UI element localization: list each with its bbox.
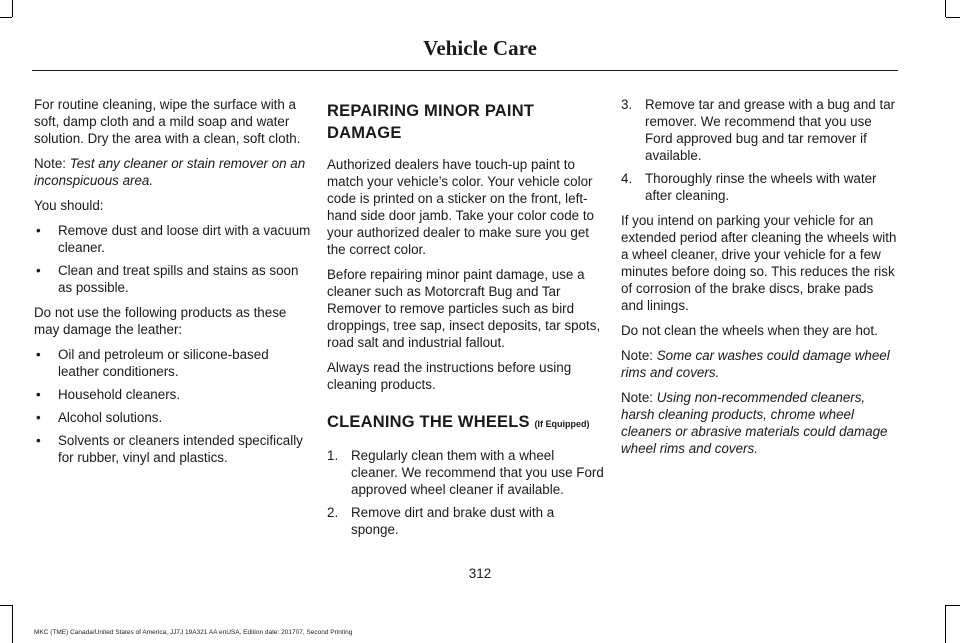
crop-mark bbox=[0, 605, 12, 606]
numbered-list bbox=[327, 447, 604, 538]
heading-text: CLEANING THE WHEELS bbox=[327, 413, 530, 431]
header-divider bbox=[32, 70, 898, 71]
step-number: 4. bbox=[621, 171, 633, 186]
note-label: Note: bbox=[34, 156, 67, 171]
step-text: Remove dirt and brake dust with a sponge. bbox=[351, 505, 555, 537]
column-right bbox=[621, 96, 898, 465]
list-item bbox=[327, 504, 604, 538]
list-item: • Clean and treat spills and stains as soon as possible. bbox=[34, 262, 311, 296]
paragraph: For routine cleaning, wipe the surface with a soft, damp cloth and a mild soap and water solution. Dry the area with a clean, soft cloth. bbox=[34, 97, 301, 146]
note-text: Using non-recommended cleaners, harsh cleaning products, chrome wheel cleaners or abrasive materials could damage wheel rims and covers. bbox=[621, 390, 888, 456]
crop-mark bbox=[12, 0, 13, 17]
list-item: • Household cleaners. bbox=[34, 386, 311, 403]
page-number: 312 bbox=[468, 566, 492, 581]
section-heading bbox=[327, 100, 604, 144]
column-left bbox=[34, 96, 311, 474]
paragraph: You should: bbox=[34, 198, 104, 213]
step-text: Regularly clean them with a wheel cleaner. We recommend that you use Ford approved wheel cleaner if available. bbox=[351, 448, 604, 497]
step-number: 1. bbox=[327, 448, 339, 463]
step-number: 2. bbox=[327, 505, 339, 520]
crop-mark bbox=[946, 605, 960, 606]
paragraph: Before repairing minor paint damage, use a cleaner such as Motorcraft Bug and Tar Remover to remove particles such as bird droppings, tree sap, insect deposits, tar spots, road salt and industrial fallout. bbox=[327, 267, 601, 350]
numbered-list bbox=[621, 96, 898, 204]
paragraph: Do not use the following products as these may damage the leather: bbox=[34, 305, 287, 337]
paragraph: Always read the instructions before using cleaning products. bbox=[327, 360, 572, 392]
crop-mark bbox=[945, 0, 946, 17]
paragraph: If you intend on parking your vehicle for an extended period after cleaning the wheels with a wheel cleaner, drive your vehicle for a few minutes before doing so. This reduces the risk of corrosion of the brake discs, brake pads and linings. bbox=[621, 213, 897, 313]
step-text: Thoroughly rinse the wheels with water after cleaning. bbox=[645, 171, 877, 203]
heading-tag: (If Equipped) bbox=[534, 419, 590, 429]
list-item bbox=[621, 96, 898, 164]
crop-mark bbox=[946, 17, 960, 18]
paragraph: Do not clean the wheels when they are hot. bbox=[621, 323, 878, 338]
page-title: Vehicle Care bbox=[423, 36, 537, 60]
bullet-list bbox=[34, 222, 311, 296]
list-item: • Alcohol solutions. bbox=[34, 409, 311, 426]
note-label: Note: bbox=[621, 390, 654, 405]
column-middle bbox=[327, 96, 604, 546]
list-item: • Oil and petroleum or silicone-based leather conditioners. bbox=[34, 346, 311, 380]
note bbox=[621, 389, 898, 457]
crop-mark bbox=[12, 605, 13, 643]
paragraph: Authorized dealers have touch-up paint to match your vehicle’s color. Your vehicle color code is printed on a sticker on the front, left-hand side door jamb. Take your color code to your authorized dealer to make sure you get the correct color. bbox=[327, 157, 594, 257]
list-item: • Solvents or cleaners intended specifically for rubber, vinyl and plastics. bbox=[34, 432, 311, 466]
bullet-list bbox=[34, 346, 311, 466]
list-item bbox=[621, 170, 898, 204]
crop-mark bbox=[945, 605, 946, 643]
section-heading bbox=[327, 411, 604, 435]
heading-line: DAMAGE bbox=[327, 124, 402, 142]
footer-text: MKC (TME) Canada/United States of America, JJ7J 19A321 AA enUSA, Edition date: 201707, Second Printing bbox=[34, 629, 353, 636]
step-number: 3. bbox=[621, 97, 633, 112]
note bbox=[34, 155, 311, 189]
note-label: Note: bbox=[621, 348, 654, 363]
heading-line: REPAIRING MINOR PAINT bbox=[327, 102, 535, 120]
list-item bbox=[327, 447, 604, 498]
step-text: Remove tar and grease with a bug and tar remover. We recommend that you use Ford approved bug and tar remover if available. bbox=[645, 97, 896, 163]
crop-mark bbox=[0, 17, 12, 18]
note-text: Some car washes could damage wheel rims and covers. bbox=[621, 348, 890, 380]
list-item: • Remove dust and loose dirt with a vacuum cleaner. bbox=[34, 222, 311, 256]
note bbox=[621, 347, 898, 381]
note-text: Test any cleaner or stain remover on an inconspicuous area. bbox=[34, 156, 306, 188]
